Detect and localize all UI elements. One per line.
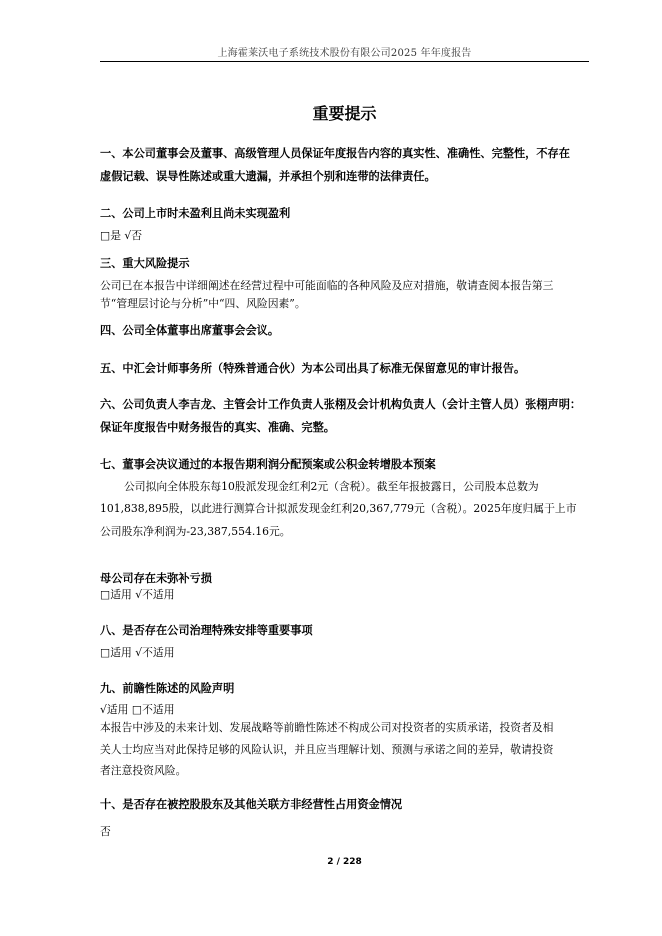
section-2-heading: 二、公司上市时未盈利且尚未实现盈利	[100, 207, 291, 220]
section-8-option: □适用 √不适用	[100, 646, 175, 659]
section-3-heading: 三、重大风险提示	[100, 257, 190, 270]
section-7-heading: 七、董事会决议通过的本报告期利润分配预案或公积金转增股本预案	[100, 458, 436, 471]
section-6-line-1: 六、公司负责人李吉龙、主管会计工作负责人张栩及会计机构负责人（会计主管人员）张栩声明：	[100, 398, 582, 411]
section-10-heading: 十、是否存在被控股股东及其他关联方非经营性占用资金情况	[100, 798, 403, 811]
section-6-line-2: 保证年度报告中财务报告的真实、准确、完整。	[100, 421, 335, 434]
section-7-line-2: 101,838,895股，以此进行测算合计拟派发现金红利20,367,779元（含税）。2025年度归属于上市	[100, 502, 577, 515]
section-7-line-3: 公司股东净利润为-23,387,554.16元。	[100, 525, 291, 538]
section-10-answer: 否	[100, 825, 111, 838]
section-8-heading: 八、是否存在公司治理特殊安排等重要事项	[100, 624, 313, 637]
section-3-line-2: 节“管理层讨论与分析”中“四、风险因素”。	[100, 297, 306, 310]
section-4-heading: 四、公司全体董事出席董事会会议。	[100, 324, 280, 337]
section-3-line-1: 公司已在本报告中详细阐述在经营过程中可能面临的各种风险及应对措施，敬请查阅本报告第三	[100, 279, 554, 292]
section-9-option: √适用 □不适用	[100, 703, 175, 716]
unrecovered-loss-option: □适用 √不适用	[100, 588, 175, 601]
header-rule	[100, 61, 589, 62]
section-9-line-3: 者注意投资风险。	[100, 764, 187, 777]
page-title: 重要提示	[312, 104, 377, 123]
section-2-option: □是 √否	[100, 229, 143, 242]
section-9-line-1: 本报告中涉及的未来计划、发展战略等前瞻性陈述不构成公司对投资者的实质承诺，投资者及相	[100, 721, 554, 734]
section-9-heading: 九、前瞻性陈述的风险声明	[100, 682, 235, 695]
section-1-line-1: 一、本公司董事会及董事、高级管理人员保证年度报告内容的真实性、准确性、完整性，不存在	[100, 147, 570, 160]
page-number: 2 / 228	[327, 857, 362, 867]
section-9-line-2: 关人士均应当对此保持足够的风险认识，并且应当理解计划、预测与承诺之间的差异，敬请投资	[100, 743, 554, 756]
unrecovered-loss-heading: 母公司存在未弥补亏损	[100, 572, 212, 585]
section-7-line-1: 公司拟向全体股东每10股派发现金红利2元（含税）。截至年报披露日，公司股本总数为	[124, 480, 539, 493]
running-header: 上海霍莱沃电子系统技术股份有限公司2025 年年度报告	[217, 48, 472, 59]
section-5-heading: 五、中汇会计师事务所（特殊普通合伙）为本公司出具了标准无保留意见的审计报告。	[100, 362, 526, 375]
section-1-line-2: 虚假记载、误导性陈述或重大遗漏，并承担个别和连带的法律责任。	[100, 170, 436, 183]
